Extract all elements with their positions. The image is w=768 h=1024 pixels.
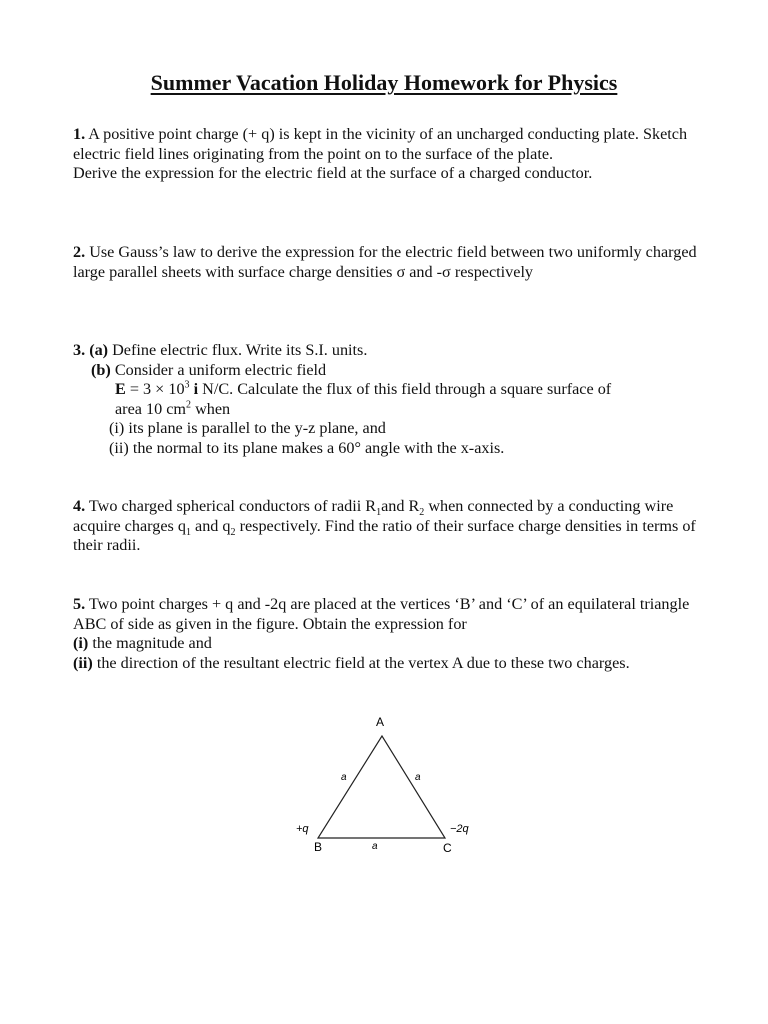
equation-text: = 3 × 10 xyxy=(125,380,185,398)
area-text: when xyxy=(191,399,231,418)
side-ac-label: a xyxy=(415,772,421,783)
question-number: 1. xyxy=(73,125,86,143)
exponent: 3 xyxy=(184,379,190,391)
subscript: 2 xyxy=(230,526,236,538)
side-bc-label: a xyxy=(372,841,378,852)
question-text: Use Gauss’s law to derive the expression for the electric field between two uniformly charged large parallel sheets with surface charge densities σ and -σ respectively xyxy=(73,243,697,281)
vertex-a-label: A xyxy=(376,715,385,729)
question-text: Two charged spherical conductors of radii R xyxy=(88,497,377,515)
question-1 xyxy=(73,125,713,184)
vertex-b-label: B xyxy=(314,840,323,854)
question-text: Define electric flux. Write its S.I. units. xyxy=(112,341,368,359)
triangle-outline xyxy=(318,736,445,838)
part-label: (b) xyxy=(91,360,111,379)
question-text: Derive the expression for the electric field at the surface of a charged conductor. xyxy=(73,164,593,182)
question-4 xyxy=(73,497,713,556)
unit-vector: i xyxy=(193,380,199,398)
vertex-c-label: C xyxy=(443,841,452,855)
question-text: Consider a uniform electric field xyxy=(114,360,327,379)
triangle-figure xyxy=(290,708,490,858)
question-text: the direction of the resultant electric field at the vertex A due to these two charges. xyxy=(92,653,630,672)
question-text: when connected by a conducting wire acquire charges q xyxy=(73,497,674,535)
part-label: (ii) xyxy=(73,653,93,672)
field-symbol: E xyxy=(115,380,126,398)
charge-c-label: −2q xyxy=(450,823,469,835)
question-text: the magnitude and xyxy=(88,634,212,652)
question-number: 5. xyxy=(73,595,86,613)
part-label: (a) xyxy=(89,341,109,359)
question-text: and R xyxy=(381,497,420,515)
side-ab-label: a xyxy=(341,772,347,783)
part-label: (i) xyxy=(73,634,89,652)
page-title: Summer Vacation Holiday Homework for Physics xyxy=(150,70,618,95)
question-number: 2. xyxy=(73,243,86,261)
question-number: 3. xyxy=(73,341,86,359)
sub-part-i: (i) its plane is parallel to the y-z plane, and xyxy=(109,419,386,437)
subscript: 2 xyxy=(419,507,425,519)
subscript: 1 xyxy=(376,507,382,519)
question-3 xyxy=(73,341,713,458)
question-2 xyxy=(73,243,713,282)
area-text: area 10 cm xyxy=(115,399,187,418)
question-text: respectively. Find the ratio of their surface charge densities in terms of their radii. xyxy=(73,516,696,554)
question-text: Two point charges + q and -2q are placed at the vertices ‘B’ and ‘C’ of an equilateral triangle ABC of side as given in the figure. Obtain the expression for xyxy=(73,595,690,633)
question-text: A positive point charge (+ q) is kept in the vicinity of an uncharged conducting plate. Sketch electric field lines originating from the point on to the surface of the plate. xyxy=(73,125,688,163)
subscript: 1 xyxy=(185,526,191,538)
question-5 xyxy=(73,595,713,673)
exponent: 2 xyxy=(186,399,192,411)
equation-text: N/C. Calculate the flux of this field through a square surface of xyxy=(198,380,612,398)
sub-part-ii: (ii) the normal to its plane makes a 60° angle with the x-axis. xyxy=(109,438,505,457)
charge-b-label: +q xyxy=(296,823,309,835)
question-text: and q xyxy=(190,516,231,535)
question-number: 4. xyxy=(73,497,86,515)
